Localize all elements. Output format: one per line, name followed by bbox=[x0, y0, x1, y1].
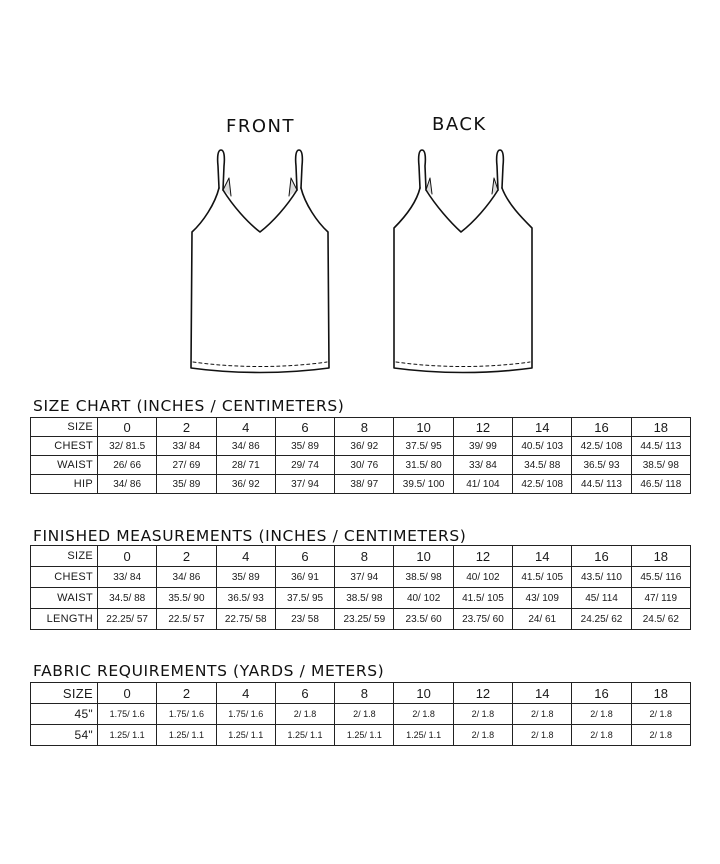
size-column-header: 6 bbox=[275, 418, 334, 437]
size-header-row bbox=[31, 683, 691, 704]
table-cell: 34/ 86 bbox=[98, 475, 157, 494]
table-cell: 46.5/ 118 bbox=[631, 475, 690, 494]
table-cell: 44.5/ 113 bbox=[631, 437, 690, 456]
back-garment-illustration bbox=[388, 144, 538, 380]
size-column-header: 8 bbox=[335, 418, 394, 437]
table-cell: 41/ 104 bbox=[453, 475, 512, 494]
table-row bbox=[31, 609, 691, 630]
size-column-header: 10 bbox=[394, 546, 453, 567]
row-label: CHEST bbox=[31, 567, 98, 588]
table-cell: 1.75/ 1.6 bbox=[216, 704, 275, 725]
size-column-header: 6 bbox=[275, 546, 334, 567]
table-row bbox=[31, 475, 691, 494]
table-cell: 40.5/ 103 bbox=[513, 437, 572, 456]
size-column-header: 16 bbox=[572, 683, 631, 704]
size-column-header: 8 bbox=[335, 546, 394, 567]
finished-measurements-table bbox=[30, 545, 691, 630]
size-column-header: 0 bbox=[98, 418, 157, 437]
table-cell: 23.5/ 60 bbox=[394, 609, 453, 630]
table-cell: 2/ 1.8 bbox=[394, 704, 453, 725]
table-cell: 33/ 84 bbox=[453, 456, 512, 475]
table-cell: 34/ 86 bbox=[216, 437, 275, 456]
table-cell: 47/ 119 bbox=[631, 588, 690, 609]
table-cell: 2/ 1.8 bbox=[513, 704, 572, 725]
table-cell: 41.5/ 105 bbox=[513, 567, 572, 588]
size-column-header: 2 bbox=[157, 546, 216, 567]
size-column-header: 18 bbox=[631, 546, 690, 567]
size-column-header: 12 bbox=[453, 546, 512, 567]
table-cell: 23/ 58 bbox=[275, 609, 334, 630]
row-label: WAIST bbox=[31, 588, 98, 609]
size-chart-title: SIZE CHART (INCHES / CENTIMETERS) bbox=[33, 397, 345, 415]
table-cell: 39/ 99 bbox=[453, 437, 512, 456]
table-cell: 23.75/ 60 bbox=[453, 609, 512, 630]
table-cell: 34/ 86 bbox=[157, 567, 216, 588]
table-row bbox=[31, 437, 691, 456]
table-cell: 37.5/ 95 bbox=[394, 437, 453, 456]
table-cell: 34.5/ 88 bbox=[98, 588, 157, 609]
table-cell: 36/ 92 bbox=[335, 437, 394, 456]
fabric-requirements-title: FABRIC REQUIREMENTS (YARDS / METERS) bbox=[33, 662, 385, 680]
table-cell: 34.5/ 88 bbox=[513, 456, 572, 475]
table-cell: 43/ 109 bbox=[513, 588, 572, 609]
size-column-header: 10 bbox=[394, 418, 453, 437]
table-cell: 41.5/ 105 bbox=[453, 588, 512, 609]
size-column-header: 16 bbox=[572, 418, 631, 437]
table-cell: 44.5/ 113 bbox=[572, 475, 631, 494]
table-cell: 23.25/ 59 bbox=[335, 609, 394, 630]
size-column-header: 18 bbox=[631, 418, 690, 437]
size-label: SIZE bbox=[31, 418, 98, 437]
table-cell: 38.5/ 98 bbox=[394, 567, 453, 588]
size-column-header: 4 bbox=[216, 418, 275, 437]
table-cell: 43.5/ 110 bbox=[572, 567, 631, 588]
table-cell: 24.25/ 62 bbox=[572, 609, 631, 630]
size-column-header: 2 bbox=[157, 418, 216, 437]
table-cell: 37/ 94 bbox=[275, 475, 334, 494]
size-column-header: 6 bbox=[275, 683, 334, 704]
table-cell: 38.5/ 98 bbox=[335, 588, 394, 609]
size-column-header: 4 bbox=[216, 546, 275, 567]
fabric-requirements-table bbox=[30, 682, 691, 746]
table-cell: 36.5/ 93 bbox=[216, 588, 275, 609]
table-cell: 31.5/ 80 bbox=[394, 456, 453, 475]
table-cell: 22.5/ 57 bbox=[157, 609, 216, 630]
table-cell: 42.5/ 108 bbox=[572, 437, 631, 456]
front-garment-illustration bbox=[185, 144, 335, 380]
finished-measurements-title: FINISHED MEASUREMENTS (INCHES / CENTIMETERS) bbox=[33, 527, 467, 545]
table-cell: 2/ 1.8 bbox=[572, 704, 631, 725]
back-label: BACK bbox=[432, 114, 487, 135]
size-label: SIZE bbox=[31, 546, 98, 567]
table-row bbox=[31, 456, 691, 475]
table-cell: 2/ 1.8 bbox=[335, 704, 394, 725]
table-cell: 1.25/ 1.1 bbox=[275, 725, 334, 746]
table-cell: 40/ 102 bbox=[394, 588, 453, 609]
table-cell: 28/ 71 bbox=[216, 456, 275, 475]
table-cell: 45/ 114 bbox=[572, 588, 631, 609]
table-row bbox=[31, 704, 691, 725]
row-label: 54" bbox=[31, 725, 98, 746]
size-column-header: 14 bbox=[513, 418, 572, 437]
table-cell: 2/ 1.8 bbox=[631, 725, 690, 746]
table-cell: 40/ 102 bbox=[453, 567, 512, 588]
size-column-header: 14 bbox=[513, 683, 572, 704]
table-cell: 1.25/ 1.1 bbox=[216, 725, 275, 746]
table-cell: 2/ 1.8 bbox=[513, 725, 572, 746]
size-header-row bbox=[31, 546, 691, 567]
table-row bbox=[31, 567, 691, 588]
size-header-row bbox=[31, 418, 691, 437]
table-cell: 2/ 1.8 bbox=[453, 725, 512, 746]
table-cell: 38/ 97 bbox=[335, 475, 394, 494]
table-cell: 29/ 74 bbox=[275, 456, 334, 475]
size-column-header: 18 bbox=[631, 683, 690, 704]
size-column-header: 14 bbox=[513, 546, 572, 567]
table-cell: 38.5/ 98 bbox=[631, 456, 690, 475]
table-cell: 42.5/ 108 bbox=[513, 475, 572, 494]
table-cell: 35.5/ 90 bbox=[157, 588, 216, 609]
table-cell: 1.25/ 1.1 bbox=[98, 725, 157, 746]
row-label: LENGTH bbox=[31, 609, 98, 630]
table-cell: 37.5/ 95 bbox=[275, 588, 334, 609]
table-cell: 36.5/ 93 bbox=[572, 456, 631, 475]
table-row bbox=[31, 725, 691, 746]
row-label: CHEST bbox=[31, 437, 98, 456]
table-cell: 27/ 69 bbox=[157, 456, 216, 475]
table-cell: 35/ 89 bbox=[157, 475, 216, 494]
size-column-header: 12 bbox=[453, 683, 512, 704]
table-cell: 35/ 89 bbox=[216, 567, 275, 588]
table-cell: 32/ 81.5 bbox=[98, 437, 157, 456]
size-column-header: 0 bbox=[98, 683, 157, 704]
table-cell: 24.5/ 62 bbox=[631, 609, 690, 630]
table-cell: 36/ 92 bbox=[216, 475, 275, 494]
size-label: SIZE bbox=[31, 683, 98, 704]
table-cell: 37/ 94 bbox=[335, 567, 394, 588]
size-column-header: 0 bbox=[98, 546, 157, 567]
table-cell: 2/ 1.8 bbox=[275, 704, 334, 725]
table-cell: 22.25/ 57 bbox=[98, 609, 157, 630]
table-cell: 39.5/ 100 bbox=[394, 475, 453, 494]
table-row bbox=[31, 588, 691, 609]
size-column-header: 4 bbox=[216, 683, 275, 704]
table-cell: 26/ 66 bbox=[98, 456, 157, 475]
table-cell: 22.75/ 58 bbox=[216, 609, 275, 630]
table-cell: 2/ 1.8 bbox=[572, 725, 631, 746]
table-cell: 1.75/ 1.6 bbox=[98, 704, 157, 725]
table-cell: 2/ 1.8 bbox=[453, 704, 512, 725]
table-cell: 33/ 84 bbox=[157, 437, 216, 456]
front-label: FRONT bbox=[226, 116, 295, 137]
size-chart-table bbox=[30, 417, 691, 494]
size-column-header: 2 bbox=[157, 683, 216, 704]
row-label: 45" bbox=[31, 704, 98, 725]
size-column-header: 10 bbox=[394, 683, 453, 704]
table-cell: 36/ 91 bbox=[275, 567, 334, 588]
table-cell: 1.25/ 1.1 bbox=[335, 725, 394, 746]
table-cell: 30/ 76 bbox=[335, 456, 394, 475]
size-column-header: 12 bbox=[453, 418, 512, 437]
table-cell: 45.5/ 116 bbox=[631, 567, 690, 588]
table-cell: 24/ 61 bbox=[513, 609, 572, 630]
row-label: WAIST bbox=[31, 456, 98, 475]
table-cell: 1.75/ 1.6 bbox=[157, 704, 216, 725]
table-cell: 33/ 84 bbox=[98, 567, 157, 588]
row-label: HIP bbox=[31, 475, 98, 494]
table-cell: 1.25/ 1.1 bbox=[394, 725, 453, 746]
table-cell: 2/ 1.8 bbox=[631, 704, 690, 725]
table-cell: 1.25/ 1.1 bbox=[157, 725, 216, 746]
table-cell: 35/ 89 bbox=[275, 437, 334, 456]
size-column-header: 16 bbox=[572, 546, 631, 567]
size-column-header: 8 bbox=[335, 683, 394, 704]
